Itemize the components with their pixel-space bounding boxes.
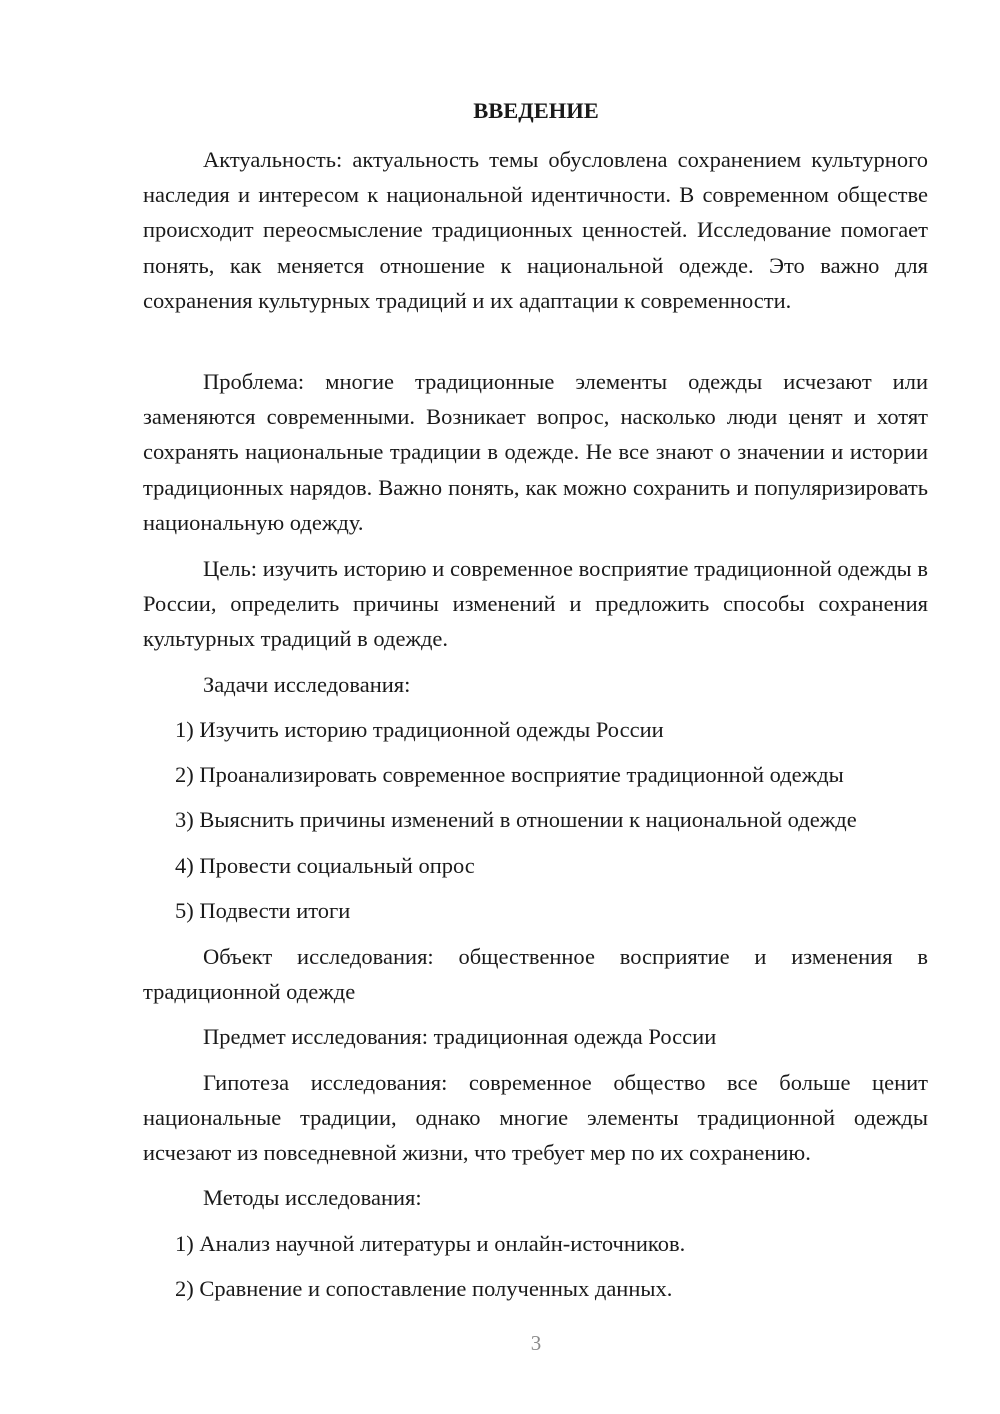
task-item: 1) Изучить историю традиционной одежды России: [175, 717, 664, 742]
object-paragraph: Объект исследования: общественное восприятие и изменения в традиционной одежде: [143, 944, 928, 1005]
hypothesis-paragraph: Гипотеза исследования: современное общество все больше ценит национальные традиции, однако многие элементы традиционной одежды исчезают из повседневной жизни, что требует мер по их сохранению.: [143, 1070, 928, 1166]
method-item: 1) Анализ научной литературы и онлайн-источников.: [175, 1231, 686, 1256]
task-item: 5) Подвести итоги: [175, 898, 351, 923]
section-title: ВВЕДЕНИЕ: [473, 98, 599, 123]
problem-paragraph: Проблема: многие традиционные элементы одежды исчезают или заменяются современными. Возникает вопрос, насколько люди ценят и хотят сохранять национальные традиции в одежде. Не все знают о значении и истории традиционных нарядов. Важно понять, как можно сохранить и популяризировать национальную одежду.: [143, 369, 928, 535]
tasks-heading: Задачи исследования:: [203, 672, 411, 697]
page-number: 3: [530, 1331, 542, 1355]
task-item: 2) Проанализировать современное восприятие традиционной одежды: [175, 762, 844, 787]
subject-paragraph: Предмет исследования: традиционная одежда России: [203, 1024, 717, 1049]
task-item: 4) Провести социальный опрос: [175, 853, 475, 878]
methods-heading: Методы исследования:: [203, 1185, 422, 1210]
goal-paragraph: Цель: изучить историю и современное восприятие традиционной одежды в России, определить причины изменений и предложить способы сохранения культурных традиций в одежде.: [143, 556, 928, 652]
method-item: 2) Сравнение и сопоставление полученных данных.: [175, 1276, 673, 1301]
task-item: 3) Выяснить причины изменений в отношении к национальной одежде: [175, 807, 857, 832]
relevance-paragraph: Актуальность: актуальность темы обусловлена сохранением культурного наследия и интересом к национальной идентичности. В современном обществе происходит переосмысление традиционных ценностей. Исследование помогает понять, как меняется отношение к национальной одежде. Это важно для сохранения культурных традиций и их адаптации к современности.: [143, 147, 928, 313]
